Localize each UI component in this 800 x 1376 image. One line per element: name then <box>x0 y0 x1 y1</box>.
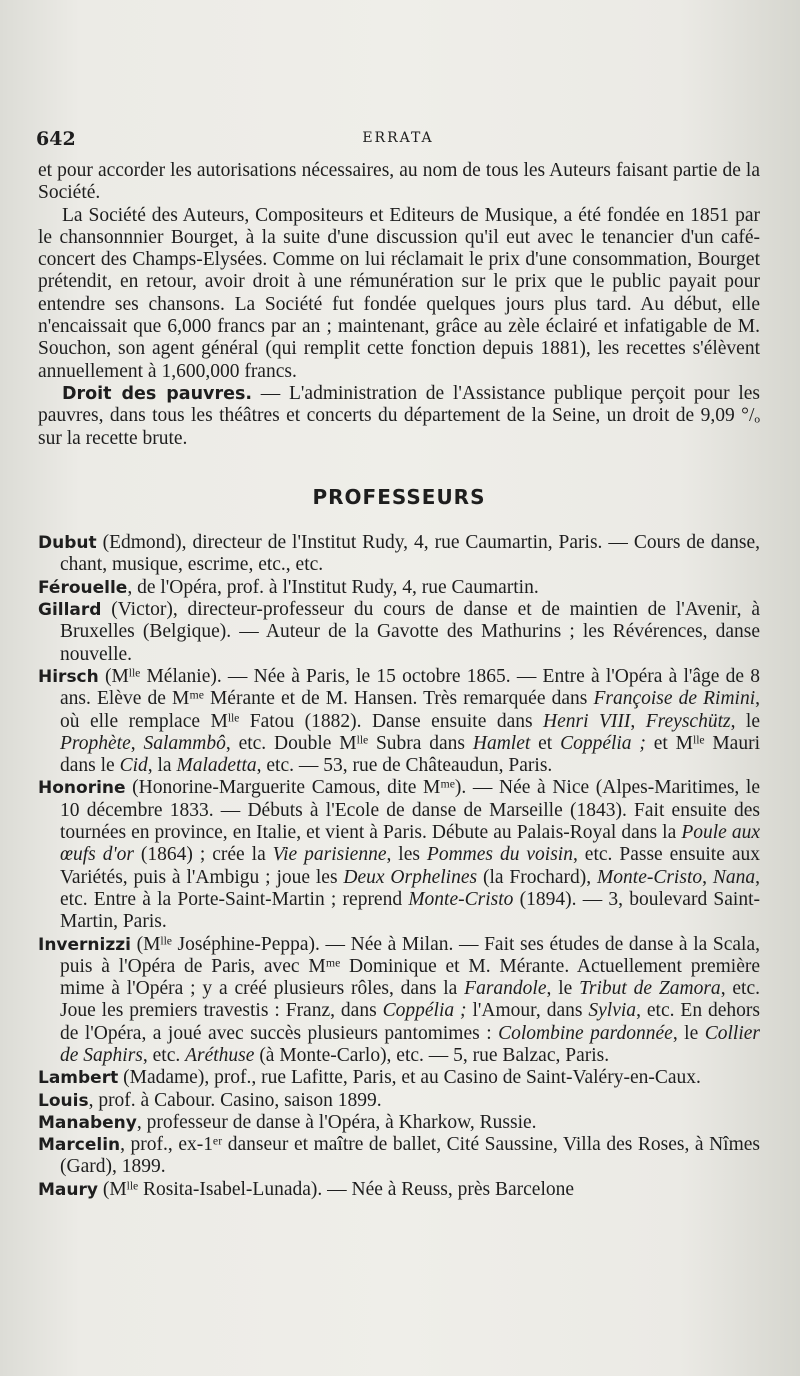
entry-title-italic: Colombine pardonnée <box>498 1022 673 1044</box>
entry-title-italic: Poule aux œufs d'or <box>60 822 760 866</box>
entry-text: , le <box>730 710 761 732</box>
entry-title-italic: Tribut de Zamora <box>579 978 721 1000</box>
paragraph-droit-des-pauvres <box>38 383 760 450</box>
list-item <box>38 599 760 666</box>
page-number: 642 <box>36 128 76 150</box>
entry-text: , etc. Passe ensuite aux Variétés, puis à l'Ambigu ; joue les <box>60 844 760 888</box>
entry-title-italic: Farandole <box>464 978 547 1000</box>
entry-name: Louis <box>38 1090 89 1111</box>
entry-text: , etc. Double Mˡˡᵉ Subra dans <box>225 732 473 754</box>
entry-text: , <box>130 732 144 754</box>
entry-title-italic: Prophète <box>60 732 131 754</box>
entry-title-italic: Henri VIII <box>543 710 631 732</box>
entry-name: Hirsch <box>38 666 99 687</box>
entry-title-italic: Sylvia <box>588 1000 637 1022</box>
list-item <box>38 1112 760 1134</box>
entry-title-italic: Maladetta <box>176 755 257 777</box>
page-body <box>38 160 760 1201</box>
entry-text: (à Monte-Carlo), etc. — 5, rue Balzac, Paris. <box>254 1044 610 1066</box>
entry-title-italic: Cid <box>119 755 148 777</box>
entry-name: Gillard <box>38 600 102 621</box>
list-item <box>38 934 760 1068</box>
paragraph-text: — L'administration de l'Assistance publique perçoit pour les pauvres, dans tous les théâtres et concerts du département de la Seine, un droit de 9,09 °/ₒ sur la recette brute. <box>38 382 760 449</box>
page-header <box>36 128 760 154</box>
list-item <box>38 777 760 933</box>
entry-title-italic: Freyschütz <box>645 710 731 732</box>
entry-text: , le <box>672 1022 705 1044</box>
list-item <box>38 1134 760 1179</box>
entry-text: , le <box>546 978 580 1000</box>
entry-text: (Honorine-Marguerite Camous, dite Mᵐᵉ). — Née à Nice (Alpes-Maritimes, le 10 décembre 1833. — Débuts à l'Ecole de danse de Marseille (1843). Fait ensuite des tournées en province, en Italie, et vient à Paris. Débute au Palais-Royal dans la <box>60 777 760 844</box>
paragraph-societe: La Société des Auteurs, Compositeurs et Editeurs de Musique, a été fondée en 1851 par le chansonnnier Bourget, à la suite d'une discussion qu'il eut avec le tenancier d'un café-concert des Champs-Elysées. Comme on lui réclamait le prix d'une consommation, Bourget prétendit, en retour, avoir droit à une rémunération sur le prix que le public payait pour entendre ses chansons. La Société fut fondée quelques jours plus tard. Au début, elle n'encaissait que 6,000 francs par an ; maintenant, grâce au zèle éclairé et infatigable de M. Souchon, son agent général (qui remplit cette fonction depuis 1881), les recettes s'élèvent annuellement à 1,600,000 francs. <box>38 204 760 382</box>
entry-text: , etc. En dehors de l'Opéra, a joué avec succès plusieurs pantomimes : <box>60 1000 761 1044</box>
entry-title-italic: Aréthuse <box>185 1044 255 1066</box>
entry-name: Marcelin <box>38 1135 121 1156</box>
entry-text: , professeur de danse à l'Opéra, à Kharkow, Russie. <box>136 1111 537 1133</box>
entry-title-italic: Monte-Cristo <box>408 888 514 910</box>
entry-text: (Mˡˡᵉ Rosita-Isabel-Lunada). — Née à Reuss, près Barcelone <box>97 1178 575 1200</box>
entry-text: , où elle remplace Mˡˡᵉ Fatou (1882). Danse ensuite dans <box>60 688 760 732</box>
entry-name: Invernizzi <box>38 934 131 955</box>
entry-text: , prof., ex-1ᵉʳ danseur et maître de ballet, Cité Saussine, Villa des Roses, à Nîmes (Gard), 1899. <box>60 1134 760 1178</box>
running-head: ERRATA <box>362 130 434 146</box>
entry-title-italic: Deux Orphelines <box>343 866 478 888</box>
list-item <box>38 1067 760 1089</box>
entry-text: l'Amour, dans <box>466 1000 589 1022</box>
entry-title-italic: Salammbô <box>143 732 226 754</box>
list-item <box>38 577 760 599</box>
entry-text: et <box>530 732 561 754</box>
list-item <box>38 666 760 777</box>
entry-text: (Victor), directeur-professeur du cours de danse et de maintien de l'Avenir, à Bruxelles (Belgique). — Auteur de la Gavotte des Mathurins ; les Révérences, danse nouvelle. <box>60 599 760 665</box>
entry-name: Dubut <box>38 533 97 554</box>
entry-text: (Mˡˡᵉ Joséphine-Peppa). — Née à Milan. — Fait ses études de danse à la Scala, puis à l'Opéra de Paris, avec Mᵐᵉ Dominique et M. Mérante. Actuellement première mime à l'Opéra ; y a créé plusieurs rôles, dans la <box>60 933 760 1000</box>
entry-text: , etc. — 53, rue de Châteaudun, Paris. <box>256 755 553 777</box>
entry-title-italic: Pommes du voisin <box>426 844 573 866</box>
list-item <box>38 1179 760 1201</box>
entry-name: Honorine <box>38 778 126 799</box>
entry-name: Lambert <box>38 1068 119 1089</box>
entry-text: (Madame), prof., rue Lafitte, Paris, et au Casino de Saint-Valéry-en-Caux. <box>118 1067 701 1089</box>
entry-name: Férouelle <box>38 577 128 598</box>
list-item <box>38 1090 760 1112</box>
entry-text: , <box>630 710 646 732</box>
entry-title-italic: Françoise de Rimini <box>593 688 756 710</box>
entry-text: , la <box>147 755 177 777</box>
entry-text: (1864) ; crée la <box>133 844 273 866</box>
paragraph-continuation: et pour accorder les autorisations nécessaires, au nom de tous les Auteurs faisant partie de la Société. <box>38 160 760 204</box>
entry-title-italic: Nana <box>712 866 756 888</box>
entry-text: , etc. Entre à la Porte-Saint-Martin ; reprend <box>60 866 761 910</box>
entry-text: , <box>702 866 713 888</box>
entry-text: , prof. à Cabour. Casino, saison 1899. <box>88 1089 382 1111</box>
entry-title-italic: Coppélia ; <box>382 1000 467 1022</box>
entry-text: (Mˡˡᵉ Mélanie). — Née à Paris, le 15 octobre 1865. — Entre à l'Opéra à l'âge de 8 ans. Elève de Mᵐᵉ Mérante et de M. Hansen. Très remarquée dans <box>60 665 760 710</box>
entry-text: (1894). — 3, boulevard Saint-Martin, Paris. <box>60 888 760 933</box>
entry-text: (Edmond), directeur de l'Institut Rudy, 4, rue Caumartin, Paris. — Cours de danse, chant, musique, escrime, etc., etc. <box>60 532 760 576</box>
paragraph-lead: Droit des pauvres. <box>62 383 253 404</box>
entry-text: , de l'Opéra, prof. à l'Institut Rudy, 4, rue Caumartin. <box>127 576 539 598</box>
entry-title-italic: Collier de Saphirs <box>60 1022 760 1066</box>
entry-title-italic: Hamlet <box>472 732 531 754</box>
entry-name: Maury <box>38 1179 98 1200</box>
section-title: PROFESSEURS <box>312 484 486 509</box>
entry-text: , etc. Joue les premiers travestis : Franz, dans <box>60 978 761 1022</box>
entry-text: (la Frochard), <box>477 866 598 888</box>
entry-title-italic: Monte-Cristo <box>597 866 703 888</box>
list-item <box>38 532 760 577</box>
entry-title-italic: Coppélia ; <box>560 732 646 754</box>
entry-text: et Mˡˡᵉ Mauri dans le <box>60 732 760 777</box>
entry-name: Manabeny <box>38 1112 137 1133</box>
entries-list <box>38 532 760 1201</box>
entry-text: , les <box>386 844 427 866</box>
entry-text: , etc. <box>142 1044 186 1066</box>
entry-title-italic: Vie parisienne <box>272 844 387 866</box>
